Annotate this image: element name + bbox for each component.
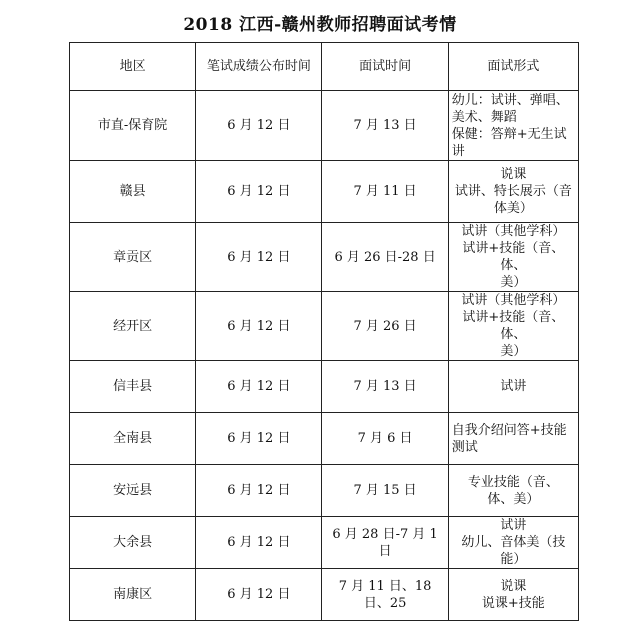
cell-interview-date-line: 7 月 11 日 xyxy=(353,184,417,199)
cell-interview-format-line: 美） xyxy=(500,344,527,359)
cell-interview-date-line: 6 月 26 日-28 日 xyxy=(334,249,436,265)
cell-region: 章贡区 xyxy=(70,223,196,292)
cell-interview-format-line: 自我介绍问答+技能 xyxy=(451,422,567,438)
cell-interview-format-line: 美） xyxy=(500,275,527,290)
cell-interview-format-line: 说课+技能 xyxy=(481,595,545,611)
cell-interview-format-line: 保健：答辩+无生试 xyxy=(451,126,567,142)
cell-written-result-date: 6 月 12 日 xyxy=(196,465,322,517)
cell-region: 安远县 xyxy=(70,465,196,517)
cell-interview-format-line: 体美） xyxy=(493,201,533,216)
cell-interview-date-line: 7 月 15 日 xyxy=(353,483,417,498)
cell-written-result-date: 6 月 12 日 xyxy=(196,517,322,569)
table-row xyxy=(70,91,579,161)
cell-interview-date-line: 7 月 6 日 xyxy=(357,431,413,446)
cell-written-result-date: 6 月 12 日 xyxy=(196,161,322,223)
table-row xyxy=(70,517,579,569)
cell-region: 赣县 xyxy=(70,161,196,223)
header-interview-date: 面试时间 xyxy=(322,43,448,91)
cell-interview-format-line: 美术、舞蹈 xyxy=(451,109,517,125)
cell-interview-format xyxy=(448,223,578,292)
cell-interview-format xyxy=(448,569,578,621)
table-row xyxy=(70,161,579,223)
cell-written-result-date: 6 月 12 日 xyxy=(196,223,322,292)
table-row xyxy=(70,223,579,292)
cell-written-result-date: 6 月 12 日 xyxy=(196,569,322,621)
cell-written-result-date: 6 月 12 日 xyxy=(196,91,322,161)
cell-region: 南康区 xyxy=(70,569,196,621)
cell-interview-date-line: 7 月 13 日 xyxy=(353,118,417,133)
table-row xyxy=(70,569,579,621)
header-written-result-date: 笔试成绩公布时间 xyxy=(196,43,322,91)
cell-interview-format-line: 体、美） xyxy=(487,491,540,507)
cell-interview-date xyxy=(322,413,448,465)
cell-interview-date xyxy=(322,569,448,621)
cell-written-result-date: 6 月 12 日 xyxy=(196,413,322,465)
cell-interview-format-line: 试讲+技能（音、体、 xyxy=(462,241,565,273)
table-row xyxy=(70,413,579,465)
cell-interview-format-line: 试讲（其他学科） xyxy=(461,293,566,308)
interview-schedule-table xyxy=(69,42,579,621)
cell-interview-date-line: 日 xyxy=(378,543,392,559)
cell-interview-format xyxy=(448,413,578,465)
cell-interview-date xyxy=(322,91,448,161)
cell-interview-format-line: 试讲（其他学科） xyxy=(461,224,566,239)
cell-region: 市直-保育院 xyxy=(70,91,196,161)
cell-interview-format-line: 试讲+技能（音、体、 xyxy=(462,310,565,342)
cell-interview-format-line: 讲 xyxy=(451,143,465,159)
cell-interview-format-line: 幼儿、音体美（技能） xyxy=(461,535,566,567)
cell-interview-date xyxy=(322,292,448,361)
cell-interview-format-line: 测试 xyxy=(451,439,478,455)
cell-interview-format-line: 说课 xyxy=(500,167,527,182)
cell-written-result-date: 6 月 12 日 xyxy=(196,361,322,413)
cell-written-result-date: 6 月 12 日 xyxy=(196,292,322,361)
cell-interview-format xyxy=(448,517,578,569)
table-row xyxy=(70,361,579,413)
cell-interview-date xyxy=(322,465,448,517)
cell-interview-date xyxy=(322,517,448,569)
cell-interview-format-line: 试讲 xyxy=(500,379,527,394)
cell-region: 大余县 xyxy=(70,517,196,569)
cell-region: 信丰县 xyxy=(70,361,196,413)
cell-interview-format-line: 试讲 xyxy=(500,518,527,533)
cell-region: 全南县 xyxy=(70,413,196,465)
cell-interview-date-line: 日、25 xyxy=(363,595,407,611)
table-header-row xyxy=(70,43,579,91)
cell-interview-format xyxy=(448,361,578,413)
cell-interview-format-line: 说课 xyxy=(500,578,527,594)
cell-interview-format-line: 试讲、特长展示（音 xyxy=(454,184,572,199)
header-region: 地区 xyxy=(70,43,196,91)
cell-interview-date-line: 7 月 11 日、18 xyxy=(338,578,432,594)
cell-interview-date-line: 6 月 28 日-7 月 1 xyxy=(332,526,438,542)
header-interview-format: 面试形式 xyxy=(448,43,578,91)
table-row xyxy=(70,292,579,361)
cell-interview-format-line: 幼儿：试讲、弹唱、 xyxy=(451,92,569,108)
cell-interview-date xyxy=(322,161,448,223)
page-title: 2018 江西-赣州教师招聘面试考情 xyxy=(183,15,457,35)
cell-interview-format xyxy=(448,91,578,161)
cell-interview-format-line: 专业技能（音、 xyxy=(467,474,559,490)
cell-interview-date xyxy=(322,223,448,292)
cell-region: 经开区 xyxy=(70,292,196,361)
cell-interview-format xyxy=(448,161,578,223)
cell-interview-format xyxy=(448,465,578,517)
cell-interview-date-line: 7 月 13 日 xyxy=(353,379,417,394)
cell-interview-date-line: 7 月 26 日 xyxy=(353,318,417,334)
table-row xyxy=(70,465,579,517)
cell-interview-date xyxy=(322,361,448,413)
cell-interview-format xyxy=(448,292,578,361)
